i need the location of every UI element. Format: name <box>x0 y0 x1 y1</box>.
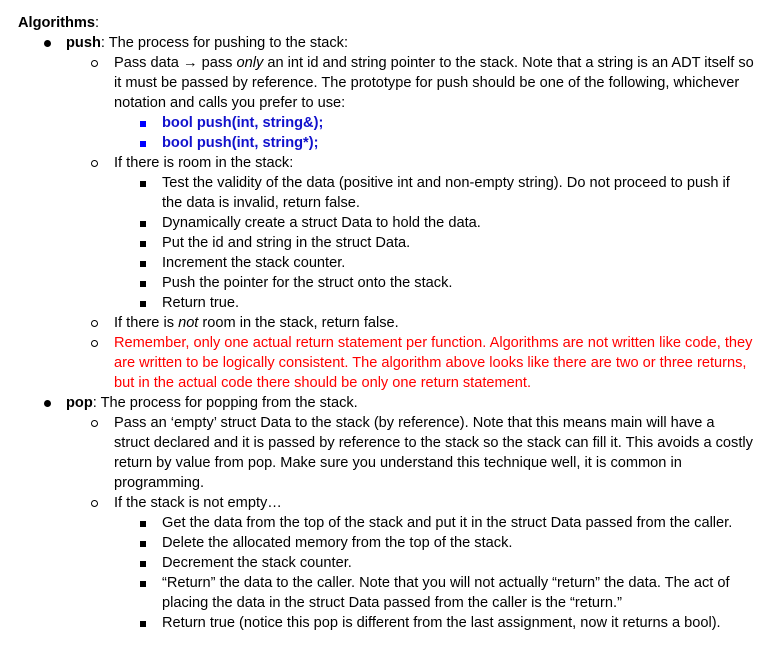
bullet-circle-icon <box>91 500 98 507</box>
bullet-dot-icon <box>44 400 51 407</box>
bullet-square-icon <box>140 141 146 147</box>
bullet-square-icon <box>140 621 146 627</box>
pop-step-text: Delete the allocated memory from the top of the stack. <box>162 535 513 551</box>
room-step-text: Return true. <box>162 295 240 311</box>
push-term: push <box>66 35 101 51</box>
pop-desc: : The process for popping from the stack. <box>92 395 358 411</box>
bullet-square-icon <box>140 521 146 527</box>
bullet-square-icon <box>140 121 146 127</box>
room-step-text: Test the validity of the data (positive int and non-empty string). Do not proceed to push if the data is invalid, return false. <box>162 175 730 211</box>
pop-step-text: Get the data from the top of the stack and put it in the struct Data passed from the caller. <box>162 515 733 531</box>
pass-data-text-b: an int id and string pointer to the stack. Note that a string is an ADT itself so it must be passed by reference. The prototype for push should be one of the following, whichever notation and calls you prefer to use: <box>114 55 754 111</box>
bullet-square-icon <box>140 541 146 547</box>
bullet-square-icon <box>140 301 146 307</box>
pop-step <box>18 573 754 613</box>
pop-step-text: Decrement the stack counter. <box>162 555 352 571</box>
push-prototype <box>18 113 754 133</box>
push-room-item <box>18 153 754 173</box>
not-empty-title: If the stack is not empty… <box>114 495 282 511</box>
heading-title: Algorithms <box>18 15 96 31</box>
pop-step <box>18 613 754 633</box>
pop-term: pop <box>66 395 93 411</box>
pop-step <box>18 553 754 573</box>
pop-step-text: “Return” the data to the caller. Note that you will not actually “return” the data. The act of placing the data in the struct Data passed from the caller is the “return.” <box>162 575 730 611</box>
push-reminder <box>18 333 754 393</box>
room-step <box>18 213 754 233</box>
push-desc: : The process for pushing to the stack: <box>100 35 349 51</box>
room-step-text: Push the pointer for the struct onto the stack. <box>162 275 453 291</box>
algorithms-heading <box>18 13 778 33</box>
prototype-text: bool push(int, string*); <box>162 135 319 151</box>
pop-step <box>18 513 754 533</box>
bullet-square-icon <box>140 281 146 287</box>
prototype-text: bool push(int, string&); <box>162 115 324 131</box>
pop-step <box>18 533 754 553</box>
pop-pass-item <box>18 413 754 493</box>
heading-colon: : <box>95 15 100 31</box>
push-prototype <box>18 133 754 153</box>
no-room-text-b: room in the stack, return false. <box>198 315 399 331</box>
no-room-emphasis: not <box>178 315 199 331</box>
bullet-square-icon <box>140 181 146 187</box>
bullet-circle-icon <box>91 60 98 67</box>
bullet-circle-icon <box>91 160 98 167</box>
room-step <box>18 233 754 253</box>
bullet-dot-icon <box>44 40 51 47</box>
push-item <box>18 33 778 53</box>
push-pass-data <box>18 53 754 113</box>
pop-step-text: Return true (notice this pop is different from the last assignment, now it returns a bool). <box>162 615 721 631</box>
bullet-circle-icon <box>91 340 98 347</box>
room-title: If there is room in the stack: <box>114 155 294 171</box>
no-room-text-a: If there is <box>114 315 179 331</box>
room-step <box>18 253 754 273</box>
bullet-square-icon <box>140 221 146 227</box>
bullet-circle-icon <box>91 420 98 427</box>
bullet-circle-icon <box>91 320 98 327</box>
bullet-square-icon <box>140 261 146 267</box>
bullet-square-icon <box>140 581 146 587</box>
bullet-square-icon <box>140 561 146 567</box>
room-step-text: Dynamically create a struct Data to hold the data. <box>162 215 481 231</box>
room-step <box>18 293 754 313</box>
pass-data-emphasis: only <box>236 55 264 71</box>
pass-data-text-a: Pass data → pass <box>114 55 237 71</box>
room-step-text: Increment the stack counter. <box>162 255 346 271</box>
room-step <box>18 173 754 213</box>
reminder-text: Remember, only one actual return statement per function. Algorithms are not written like code, they are written to be logically consistent. The algorithm above looks like there are two or three returns, but in the actual code there should be only one return statement. <box>114 335 753 391</box>
room-step <box>18 273 754 293</box>
bullet-square-icon <box>140 241 146 247</box>
room-step-text: Put the id and string in the struct Data. <box>162 235 411 251</box>
pop-item <box>18 393 778 413</box>
push-no-room-item <box>18 313 754 333</box>
pop-not-empty-item <box>18 493 754 513</box>
pop-pass-text: Pass an ‘empty’ struct Data to the stack (by reference). Note that this means main will have a struct declared and it is passed by reference to the stack so the stack can fill it. This avoids a costly return by value from pop. Make sure you understand this technique well, it is common in programming. <box>114 415 753 491</box>
